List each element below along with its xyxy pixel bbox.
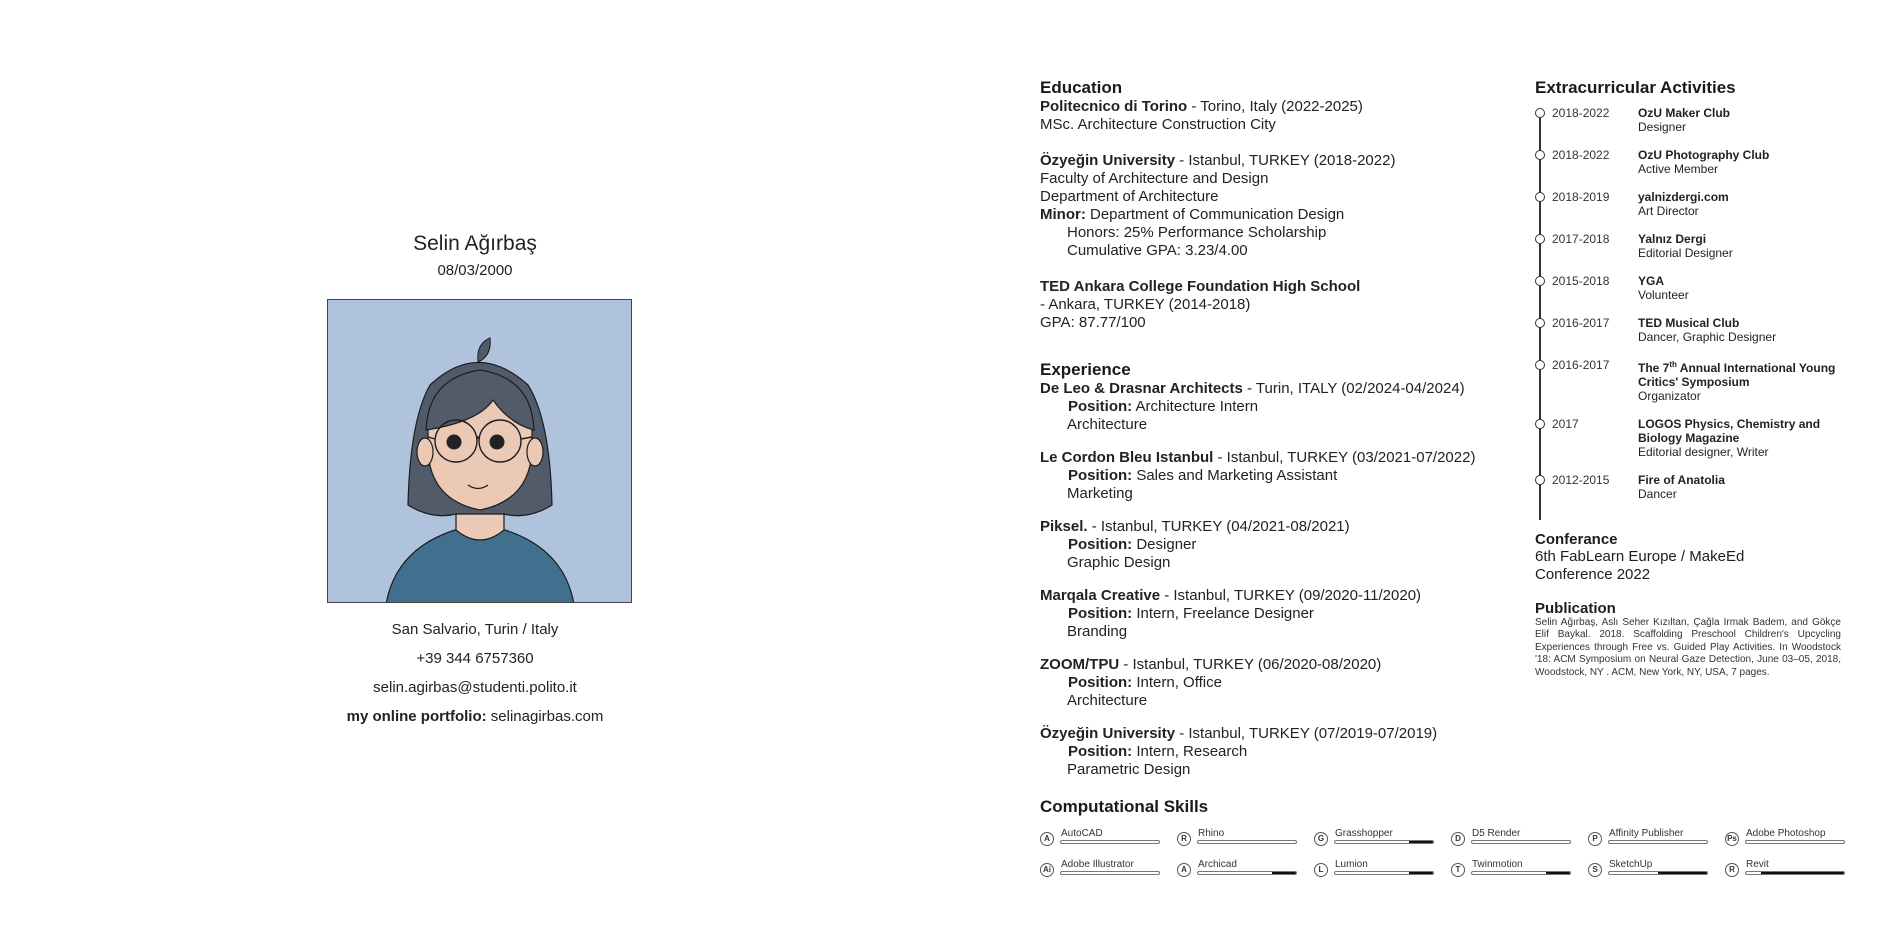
skill-item (1451, 829, 1588, 847)
activity-years: 2018-2019 (1552, 190, 1610, 204)
activity-org: yalnizdergi.com (1638, 190, 1729, 204)
conference-heading: Conferance (1535, 531, 1618, 548)
skill-name: Adobe Illustrator (1061, 859, 1134, 870)
company-location: - Istanbul, TURKEY (04/2021-08/2021) (1087, 518, 1350, 535)
activity-years: 2012-2015 (1552, 473, 1610, 487)
activity-role: Dancer, Graphic Designer (1638, 330, 1777, 344)
company-name: Marqala Creative (1040, 587, 1161, 604)
activity-role: Organizator (1638, 389, 1701, 403)
skill-level-bar (1060, 871, 1160, 875)
activities-timeline (1535, 106, 1841, 501)
experience-list (1040, 380, 1500, 779)
activity-org: The 7th Annual International Young Critics' Symposium (1638, 360, 1836, 389)
timeline-dot-icon (1535, 234, 1545, 244)
grasshopper-icon: G (1314, 832, 1328, 846)
gpa: Cumulative GPA: 3.23/4.00 (1067, 242, 1248, 259)
activity-item (1535, 417, 1841, 459)
rhino-icon: R (1177, 832, 1191, 846)
position-field: Architecture (1067, 692, 1148, 709)
position-label: Position: (1068, 674, 1133, 691)
department: Department of Architecture (1040, 188, 1219, 205)
adobe-photoshop-icon: Ps (1725, 832, 1739, 846)
activity-years: 2017 (1552, 417, 1579, 431)
experience-entry (1040, 518, 1500, 572)
company-name: Piksel. (1040, 518, 1088, 535)
skill-name: Grasshopper (1335, 828, 1393, 839)
activity-org: TED Musical Club (1638, 316, 1740, 330)
skills-heading: Computational Skills (1040, 797, 1209, 816)
skill-level-bar (1197, 840, 1297, 844)
skill-item (1451, 860, 1588, 878)
activity-item (1535, 358, 1841, 403)
skill-item (1177, 829, 1314, 847)
school-name: TED Ankara College Foundation High School (1040, 278, 1361, 295)
activity-role: Editorial Designer (1638, 246, 1733, 260)
position-title: Intern, Office (1132, 674, 1222, 691)
contact-info (300, 615, 650, 731)
position-field: Architecture (1067, 416, 1148, 433)
timeline-dot-icon (1535, 192, 1545, 202)
position-title: Designer (1132, 536, 1197, 553)
activity-item (1535, 473, 1841, 501)
minor: Department of Communication Design (1085, 206, 1345, 223)
archicad-icon: A (1177, 863, 1191, 877)
timeline-dot-icon (1535, 360, 1545, 370)
activity-item (1535, 106, 1841, 134)
education-entry (1040, 278, 1500, 332)
position-title: Architecture Intern (1132, 398, 1259, 415)
skill-level-fill (1658, 872, 1707, 874)
timeline-dot-icon (1535, 419, 1545, 429)
publication-text: Selin Ağırbaş, Aslı Seher Kızıltan, Çağla Irmak Badem, and Gökçe Elif Baykal. 2018. Scaffolding Preschool Children's Upcycling Experiences through Free vs. Guided Play Activities. In Woodstock '18: ACM Symposium on Neural Gaze Detection, June 03–05, 2018, Woodstock, NY . ACM, New York, NY, USA, 7 pages. (1535, 617, 1841, 678)
activity-years: 2018-2022 (1552, 148, 1610, 162)
degree: MSc. Architecture Construction City (1040, 116, 1276, 133)
activity-years: 2018-2022 (1552, 106, 1610, 120)
position-label: Position: (1068, 536, 1133, 553)
side-column (1535, 78, 1841, 679)
skill-item (1588, 860, 1725, 878)
autocad-icon: A (1040, 832, 1054, 846)
activity-item (1535, 232, 1841, 260)
skill-level-fill (1409, 841, 1434, 843)
experience-entry (1040, 587, 1500, 641)
activity-item (1535, 274, 1841, 302)
school-name: Özyeğin University (1040, 152, 1176, 169)
portfolio-line (300, 702, 650, 731)
position-field: Branding (1067, 623, 1128, 640)
skill-item (1314, 860, 1451, 878)
gpa: GPA: 87.77/100 (1040, 314, 1146, 331)
activity-org: OzU Maker Club (1638, 106, 1731, 120)
education-entry (1040, 152, 1500, 260)
conference-line-2: Conference 2022 (1535, 566, 1651, 583)
skill-item (1725, 860, 1862, 878)
activity-years: 2015-2018 (1552, 274, 1610, 288)
profile-card (300, 232, 650, 725)
activity-years: 2016-2017 (1552, 316, 1610, 330)
activity-item (1535, 316, 1841, 344)
position-title: Sales and Marketing Assistant (1132, 467, 1338, 484)
experience-heading: Experience (1040, 360, 1131, 379)
company-location: - Turin, ITALY (02/2024-04/2024) (1242, 380, 1465, 397)
skill-item (1177, 860, 1314, 878)
school-location: - Ankara, TURKEY (2014-2018) (1040, 296, 1251, 313)
address: San Salvario, Turin / Italy (391, 621, 559, 638)
company-location: - Istanbul, TURKEY (06/2020-08/2020) (1119, 656, 1382, 673)
skill-level-bar (1608, 871, 1708, 875)
activity-org: LOGOS Physics, Chemistry and Biology Magazine (1638, 417, 1821, 445)
skill-level-fill (1761, 872, 1844, 874)
school-name: Politecnico di Torino (1040, 98, 1188, 115)
position-field: Graphic Design (1067, 554, 1171, 571)
activity-role: Editorial designer, Writer (1638, 445, 1769, 459)
activity-years: 2016-2017 (1552, 358, 1610, 372)
portfolio-label: my online portfolio: (346, 708, 487, 725)
skill-name: Twinmotion (1472, 859, 1523, 870)
company-name: Özyeğin University (1040, 725, 1176, 742)
company-name: ZOOM/TPU (1040, 656, 1120, 673)
skills-section (1040, 797, 1840, 878)
phone-number[interactable]: +39 344 6757360 (416, 650, 534, 667)
timeline-dot-icon (1535, 150, 1545, 160)
activity-org: Yalnız Dergi (1638, 232, 1707, 246)
skill-item (1588, 829, 1725, 847)
person-name: Selin Ağırbaş (413, 232, 537, 255)
lumion-icon: L (1314, 863, 1328, 877)
position-label: Position: (1068, 743, 1133, 760)
activity-item (1535, 148, 1841, 176)
activity-role: Active Member (1638, 162, 1719, 176)
activity-years: 2017-2018 (1552, 232, 1610, 246)
skill-name: D5 Render (1472, 828, 1521, 839)
school-location: - Torino, Italy (2022-2025) (1187, 98, 1363, 115)
skill-item (1314, 829, 1451, 847)
activity-role: Designer (1638, 120, 1687, 134)
activity-org: Fire of Anatolia (1638, 473, 1725, 487)
skill-level-bar (1471, 871, 1571, 875)
skill-level-bar (1197, 871, 1297, 875)
company-location: - Istanbul, TURKEY (09/2020-11/2020) (1160, 587, 1422, 604)
skill-level-bar (1608, 840, 1708, 844)
skill-item (1040, 829, 1177, 847)
skill-item (1040, 860, 1177, 878)
experience-entry (1040, 380, 1500, 434)
company-location: - Istanbul, TURKEY (07/2019-07/2019) (1175, 725, 1438, 742)
honors: Honors: 25% Performance Scholarship (1067, 224, 1327, 241)
skill-level-bar (1745, 840, 1845, 844)
extracurricular-heading: Extracurricular Activities (1535, 78, 1736, 97)
position-field: Parametric Design (1067, 761, 1191, 778)
skill-name: SketchUp (1609, 859, 1653, 870)
d5-render-icon: D (1451, 832, 1465, 846)
timeline-dot-icon (1535, 475, 1545, 485)
email-address[interactable]: selin.agirbas@studenti.polito.it (373, 679, 577, 696)
activity-role: Art Director (1638, 204, 1699, 218)
skill-level-fill (1272, 872, 1297, 874)
publication-heading: Publication (1535, 600, 1616, 617)
school-location: - Istanbul, TURKEY (2018-2022) (1175, 152, 1396, 169)
avatar (327, 299, 632, 603)
position-label: Position: (1068, 398, 1133, 415)
skill-name: AutoCAD (1061, 828, 1103, 839)
affinity-publisher-icon: P (1588, 832, 1602, 846)
skill-level-bar (1060, 840, 1160, 844)
sketchup-icon: S (1588, 863, 1602, 877)
education-heading: Education (1040, 78, 1123, 97)
timeline-dot-icon (1535, 108, 1545, 118)
company-name: Le Cordon Bleu Istanbul (1040, 449, 1214, 466)
company-name: De Leo & Drasnar Architects (1040, 380, 1243, 397)
date-of-birth: 08/03/2000 (437, 262, 513, 279)
skill-item (1725, 829, 1862, 847)
skill-name: Rhino (1198, 828, 1225, 839)
skill-level-fill (1409, 872, 1434, 874)
activity-item (1535, 190, 1841, 218)
portfolio-link[interactable]: selinagirbas.com (490, 708, 604, 725)
activity-role: Dancer (1638, 487, 1677, 501)
revit-icon: R (1725, 863, 1739, 877)
skill-name: Affinity Publisher (1609, 828, 1684, 839)
experience-entry (1040, 449, 1500, 503)
skill-name: Revit (1746, 859, 1769, 870)
main-column (1040, 78, 1500, 779)
position-label: Position: (1068, 467, 1133, 484)
timeline-dot-icon (1535, 276, 1545, 286)
position-label: Position: (1068, 605, 1133, 622)
position-field: Marketing (1067, 485, 1133, 502)
faculty: Faculty of Architecture and Design (1040, 170, 1269, 187)
skill-level-fill (1546, 872, 1571, 874)
experience-entry (1040, 656, 1500, 710)
minor-label: Minor: (1040, 206, 1086, 223)
skill-name: Adobe Photoshop (1746, 828, 1826, 839)
skill-level-bar (1745, 871, 1845, 875)
avatar-illustration-icon (328, 300, 632, 603)
experience-entry (1040, 725, 1500, 779)
twinmotion-icon: T (1451, 863, 1465, 877)
company-location: - Istanbul, TURKEY (03/2021-07/2022) (1213, 449, 1476, 466)
timeline-dot-icon (1535, 318, 1545, 328)
activity-org: OzU Photography Club (1638, 148, 1770, 162)
position-title: Intern, Freelance Designer (1132, 605, 1314, 622)
adobe-illustrator-icon: Ai (1040, 863, 1054, 877)
skill-name: Lumion (1335, 859, 1368, 870)
activity-role: Volunteer (1638, 288, 1689, 302)
skill-level-bar (1334, 840, 1434, 844)
skills-grid (1040, 829, 1840, 878)
position-title: Intern, Research (1132, 743, 1248, 760)
education-entry (1040, 98, 1500, 134)
activity-org: YGA (1638, 274, 1665, 288)
conference-line-1: 6th FabLearn Europe / MakeEd (1535, 548, 1745, 565)
skill-level-bar (1471, 840, 1571, 844)
skill-name: Archicad (1198, 859, 1237, 870)
skill-level-bar (1334, 871, 1434, 875)
